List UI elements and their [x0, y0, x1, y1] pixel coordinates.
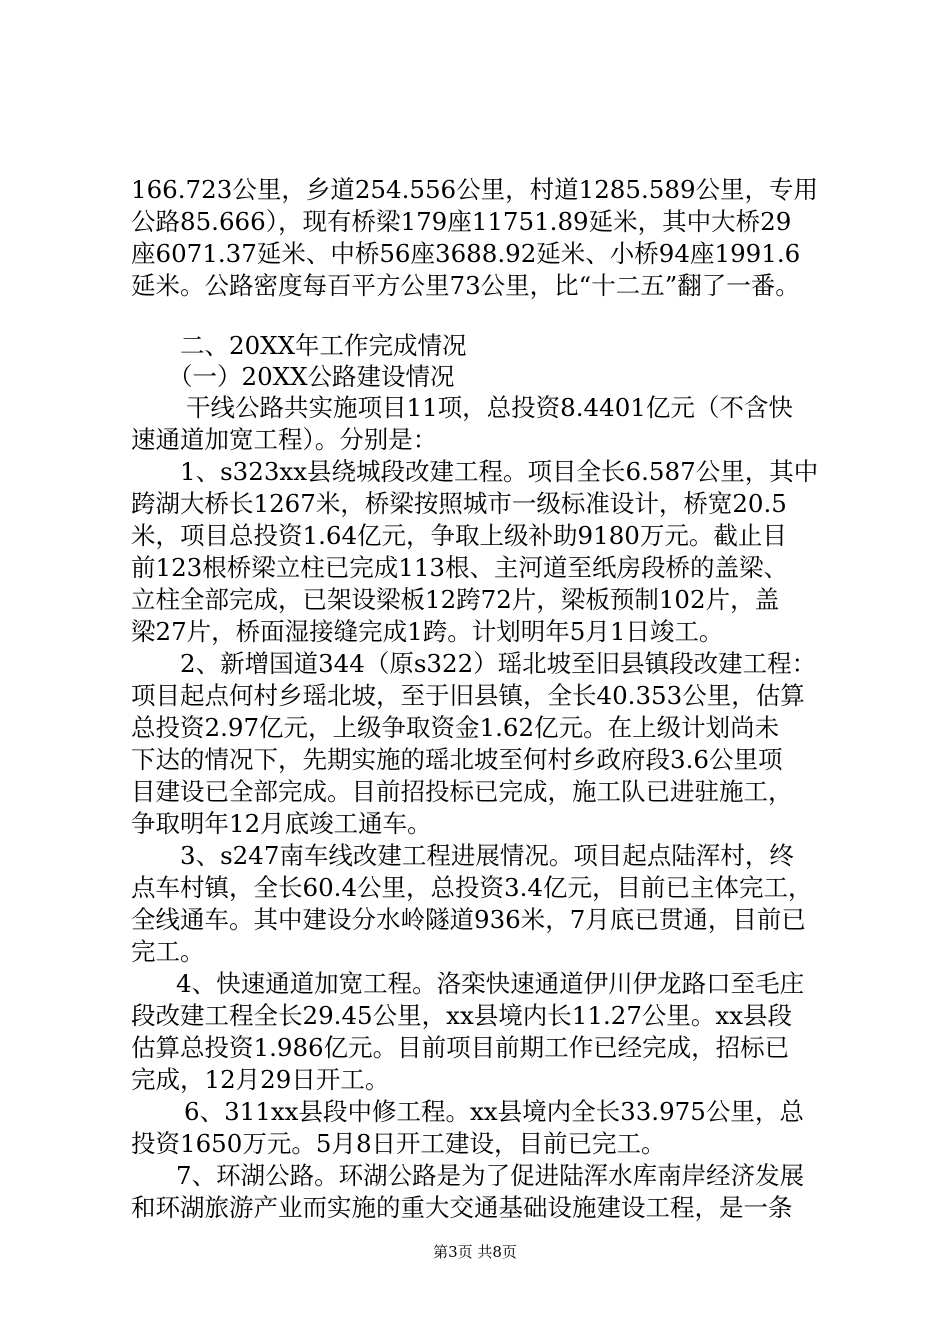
text-line: 1、s323xx县绕城段改建工程。项目全长6.587公里，其中: [180, 457, 819, 486]
text-line: 6、311xx县段中修工程。xx县境内全长33.975公里，总: [184, 1097, 804, 1126]
text-line: 梁27片，桥面湿接缝完成1跨。计划明年5月1日竣工。: [131, 617, 724, 646]
text-line: 目建设已全部完成。目前招投标已完成，施工队已进驻施工，: [131, 777, 793, 806]
text-line: 座6071.37延米、中桥56座3688.92延米、小桥94座1991.6: [131, 239, 801, 268]
text-line: 总投资2.97亿元，上级争取资金1.62亿元。在上级计划尚未: [131, 713, 780, 742]
text-line: 166.723公里，乡道254.556公里，村道1285.589公里，专用: [131, 175, 819, 204]
text-line: 完工。: [131, 937, 205, 966]
text-line: 争取明年12月底竣工通车。: [131, 809, 432, 838]
text-line: 点车村镇，全长60.4公里，总投资3.4亿元，目前已主体完工，: [131, 873, 813, 902]
text-line: 项目起点何村乡瑶北坡，至于旧县镇，全长40.353公里，估算: [131, 681, 805, 710]
page-footer: 第3页 共8页: [433, 1243, 517, 1261]
text-line: 段改建工程全长29.45公里，xx县境内长11.27公里。xx县段: [131, 1001, 793, 1030]
text-line: 7、环湖公路。环湖公路是为了促进陆浑水库南岸经济发展: [176, 1161, 805, 1190]
section-heading: 二、20XX年工作完成情况: [180, 331, 467, 360]
text-line: 速通道加宽工程）。分别是：: [131, 425, 438, 454]
text-line: 2、新增国道344（原s322）瑶北坡至旧县镇段改建工程：: [180, 649, 817, 678]
text-line: 估算总投资1.986亿元。目前项目前期工作已经完成，招标已: [131, 1033, 790, 1062]
text-line: 米，项目总投资1.64亿元，争取上级补助9180万元。截止目: [131, 521, 787, 550]
subsection-heading: （一）20XX公路建设情况: [168, 362, 455, 391]
text-line: 立柱全部完成，已架设梁板12跨72片，梁板预制102片，盖: [131, 585, 780, 614]
text-line: 和环湖旅游产业而实施的重大交通基础设施建设工程，是一条: [131, 1193, 793, 1222]
text-line: 公路85.666），现有桥梁179座11751.89延米，其中大桥29: [131, 207, 792, 236]
text-line: 全线通车。其中建设分水岭隧道936米，7月底已贯通，目前已: [131, 905, 806, 934]
text-line: 投资1650万元。5月8日开工建设，目前已完工。: [131, 1129, 666, 1158]
text-line: 跨湖大桥长1267米，桥梁按照城市一级标准设计，桥宽20.5: [131, 489, 787, 518]
text-line: 完成，12月29日开工。: [131, 1065, 390, 1094]
text-line: 4、快速通道加宽工程。洛栾快速通道伊川伊龙路口至毛庄: [176, 969, 805, 998]
text-line: 下达的情况下，先期实施的瑶北坡至何村乡政府段3.6公里项: [131, 745, 783, 774]
text-line: 前123根桥梁立柱已完成113根、主河道至纸房段桥的盖梁、: [131, 553, 789, 582]
text-line: 3、s247南车线改建工程进展情况。项目起点陆浑村，终: [180, 841, 794, 870]
text-line: 干线公路共实施项目11项，总投资8.4401亿元（不含快: [186, 393, 793, 422]
text-line: 延米。公路密度每百平方公里73公里，比“十二五”翻了一番。: [131, 271, 800, 300]
